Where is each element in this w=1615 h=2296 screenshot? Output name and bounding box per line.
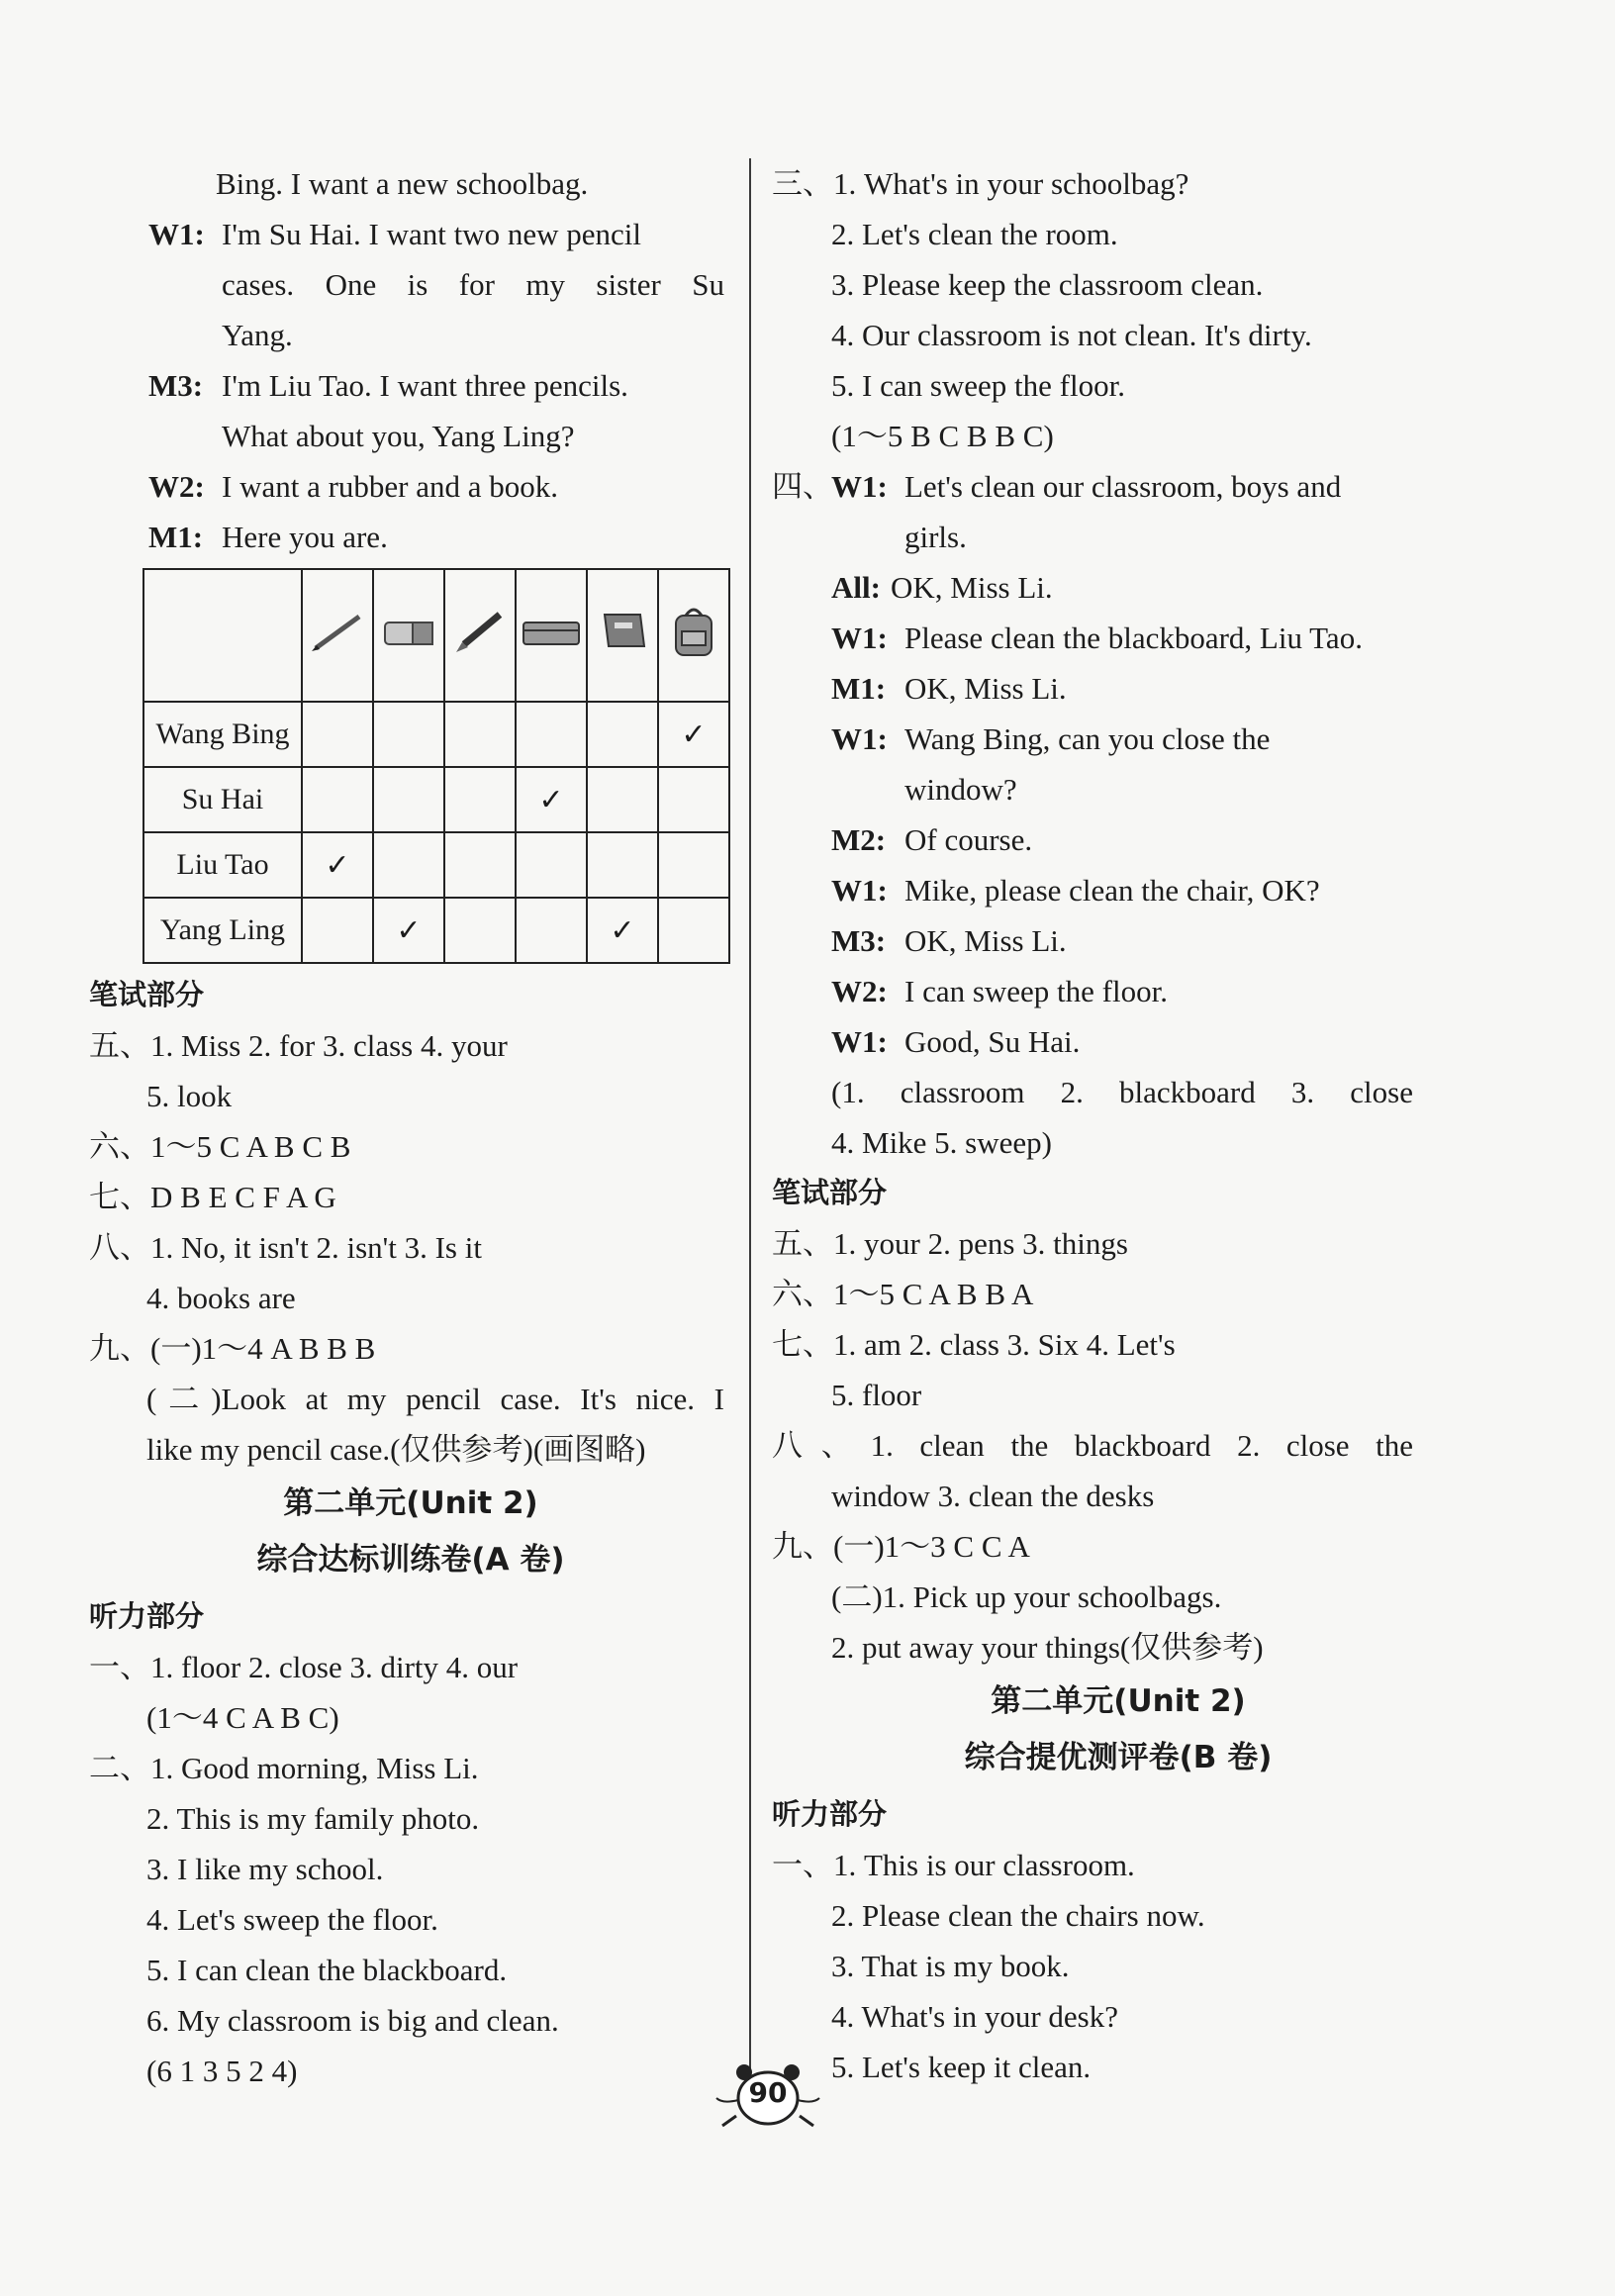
speaker-label: W1: xyxy=(148,217,205,251)
speaker-label: W2: xyxy=(148,469,205,504)
speaker-label: W2: xyxy=(831,974,888,1008)
check-cell xyxy=(444,898,516,963)
check-cell xyxy=(587,702,658,767)
dialogue-line xyxy=(772,966,1465,1016)
check-cell xyxy=(373,702,444,767)
check-cell: ✓ xyxy=(516,767,587,832)
answer-line: 4. Let's sweep the floor. xyxy=(146,1902,438,1937)
answer-line: 3. That is my book. xyxy=(831,1949,1070,1983)
check-cell: ✓ xyxy=(658,702,729,767)
unit-title: 第二单元(Unit 2) xyxy=(283,1485,538,1521)
answer-line: 一、1. floor 2. close 3. dirty 4. our xyxy=(89,1650,519,1684)
dialogue-text: Of course. xyxy=(904,822,1033,857)
check-cell xyxy=(373,832,444,898)
answer-line: 2. This is my family photo. xyxy=(146,1801,480,1836)
dialogue-text: Let's clean our classroom, boys and xyxy=(904,469,1342,504)
check-cell xyxy=(658,898,729,963)
answer-line: (二)Look at my pencil case. It's nice. I xyxy=(146,1382,724,1416)
answer-line: 九、(一)1～3 C C A xyxy=(772,1529,1030,1564)
section-heading: 笔试部分 xyxy=(89,978,205,1011)
dialogue-text: OK, Miss Li. xyxy=(904,923,1067,958)
answer-line: window 3. clean the desks xyxy=(831,1479,1155,1513)
schoolbag-icon xyxy=(658,569,729,702)
answer-line: 六、1～5 C A B B A xyxy=(772,1277,1034,1311)
row-name: Yang Ling xyxy=(143,898,302,963)
dialogue-line xyxy=(89,360,732,411)
row-name: Liu Tao xyxy=(143,832,302,898)
section-heading: 听力部分 xyxy=(772,1797,888,1831)
answer-line: 五、1. Miss 2. for 3. class 4. your xyxy=(89,1028,508,1063)
right-column xyxy=(772,158,1465,2092)
answer-line: 3. Please keep the classroom clean. xyxy=(831,267,1264,302)
unit-title: 第二单元(Unit 2) xyxy=(991,1683,1246,1719)
column-divider xyxy=(749,158,751,2068)
section-heading: 笔试部分 xyxy=(772,1176,888,1209)
answer-line: 4. Mike 5. sweep) xyxy=(831,1125,1052,1160)
answer-line: 5. I can sweep the floor. xyxy=(831,368,1125,403)
pen-icon xyxy=(444,569,516,702)
answer-line: 3. I like my school. xyxy=(146,1852,384,1886)
table-row xyxy=(143,832,729,898)
dialogue-text: I'm Su Hai. I want two new pencil xyxy=(222,217,641,251)
dialogue-text: I'm Liu Tao. I want three pencils. xyxy=(222,368,628,403)
answer-line: 4. Our classroom is not clean. It's dirty. xyxy=(831,318,1312,352)
answer-line: 6. My classroom is big and clean. xyxy=(146,2003,559,2038)
answer-line: (1. classroom 2. blackboard 3. close xyxy=(831,1075,1413,1109)
answer-line: 七、D B E C F A G xyxy=(89,1180,336,1214)
answer-line: 4. books are xyxy=(146,1281,296,1315)
speaker-label: M3: xyxy=(148,368,204,403)
check-cell: ✓ xyxy=(373,898,444,963)
speaker-label: M3: xyxy=(831,923,887,958)
paper-title: 综合提优测评卷(B 卷) xyxy=(964,1740,1273,1775)
dialogue-text: Please clean the blackboard, Liu Tao. xyxy=(904,621,1363,655)
speaker-label: W1: xyxy=(831,721,888,756)
check-cell xyxy=(516,702,587,767)
answer-line: 2. Please clean the chairs now. xyxy=(831,1898,1205,1933)
answer-line: (1～5 B C B B C) xyxy=(831,419,1054,453)
check-cell xyxy=(516,898,587,963)
dialogue-line xyxy=(89,461,732,512)
answer-line: 一、1. This is our classroom. xyxy=(772,1848,1135,1882)
dialogue-text: OK, Miss Li. xyxy=(904,671,1067,706)
dialogue-line xyxy=(772,915,1465,966)
answer-line: 三、1. What's in your schoolbag? xyxy=(772,166,1189,201)
answer-line: 2. put away your things(仅供参考) xyxy=(831,1630,1264,1665)
row-name: Wang Bing xyxy=(143,702,302,767)
check-cell xyxy=(587,832,658,898)
dialogue-line xyxy=(772,562,1465,613)
table-corner-cell xyxy=(143,569,302,702)
speaker-label: W1: xyxy=(831,621,888,655)
section-heading: 听力部分 xyxy=(89,1599,205,1633)
speaker-label: W1: xyxy=(831,873,888,908)
table-header-row xyxy=(143,569,729,702)
check-cell xyxy=(658,767,729,832)
part-label: 四、 xyxy=(772,469,833,504)
answer-line: 九、(一)1～4 A B B B xyxy=(89,1331,376,1366)
check-cell xyxy=(373,767,444,832)
dialogue-text: Wang Bing, can you close the xyxy=(904,721,1271,756)
dialogue-line xyxy=(772,461,1465,512)
check-cell: ✓ xyxy=(302,832,373,898)
dialogue-line xyxy=(772,714,1465,764)
checklist-table xyxy=(142,568,730,964)
check-cell xyxy=(444,767,516,832)
speaker-label: M1: xyxy=(831,671,887,706)
dialogue-line xyxy=(89,512,732,562)
speaker-label: W1: xyxy=(831,1024,888,1059)
dialogue-text: I want a rubber and a book. xyxy=(222,469,559,504)
answer-line: (6 1 3 5 2 4) xyxy=(146,2054,298,2088)
check-cell xyxy=(302,898,373,963)
answer-line: 5. I can clean the blackboard. xyxy=(146,1953,508,1987)
table-row xyxy=(143,702,729,767)
book-icon xyxy=(587,569,658,702)
dialogue-line: Yang. xyxy=(222,318,293,352)
answer-line: (1～4 C A B C) xyxy=(146,1700,339,1735)
dialogue-line xyxy=(772,814,1465,865)
pencil-icon xyxy=(302,569,373,702)
answer-line: 5. Let's keep it clean. xyxy=(831,2050,1092,2084)
answer-line: 八、1. clean the blackboard 2. close the xyxy=(772,1428,1413,1463)
dialogue-text: OK, Miss Li. xyxy=(891,570,1053,605)
paper-title: 综合达标训练卷(A 卷) xyxy=(256,1542,565,1578)
page-number-badge xyxy=(709,2060,827,2130)
speaker-label: W1: xyxy=(831,469,888,504)
row-name: Su Hai xyxy=(143,767,302,832)
answer-line: 六、1～5 C A B C B xyxy=(89,1129,351,1164)
dialogue-line xyxy=(89,209,732,259)
page-number: 90 xyxy=(748,2076,788,2109)
dialogue-text: Mike, please clean the chair, OK? xyxy=(904,873,1320,908)
check-cell xyxy=(302,767,373,832)
dialogue-line xyxy=(772,865,1465,915)
check-cell xyxy=(444,702,516,767)
dialogue-line xyxy=(772,1016,1465,1067)
dialogue-line: cases. One is for my sister Su xyxy=(222,267,724,302)
dialogue-text: Here you are. xyxy=(222,520,388,554)
pencil-case-icon xyxy=(516,569,587,702)
speaker-label: M1: xyxy=(148,520,204,554)
speaker-label: All: xyxy=(831,570,881,605)
speaker-label: M2: xyxy=(831,822,887,857)
answer-line: 2. Let's clean the room. xyxy=(831,217,1118,251)
check-cell xyxy=(302,702,373,767)
dialogue-text: Good, Su Hai. xyxy=(904,1024,1081,1059)
check-cell xyxy=(658,832,729,898)
check-cell: ✓ xyxy=(587,898,658,963)
answer-line: like my pencil case.(仅供参考)(画图略) xyxy=(146,1432,646,1467)
dialogue-line: Bing. I want a new schoolbag. xyxy=(216,166,589,201)
answer-line: (二)1. Pick up your schoolbags. xyxy=(831,1579,1222,1614)
answer-line: 4. What's in your desk? xyxy=(831,1999,1118,2034)
answer-line: 七、1. am 2. class 3. Six 4. Let's xyxy=(772,1327,1176,1362)
left-column xyxy=(89,158,732,2096)
check-cell xyxy=(516,832,587,898)
dialogue-line xyxy=(772,663,1465,714)
answer-line: 5. look xyxy=(146,1079,233,1113)
answer-line: 5. floor xyxy=(831,1378,922,1412)
answer-line: 二、1. Good morning, Miss Li. xyxy=(89,1751,479,1785)
dialogue-line: What about you, Yang Ling? xyxy=(222,419,575,453)
answer-line: 八、1. No, it isn't 2. isn't 3. Is it xyxy=(89,1230,482,1265)
dialogue-line: window? xyxy=(904,772,1017,807)
dialogue-line xyxy=(772,613,1465,663)
rubber-icon xyxy=(373,569,444,702)
check-cell xyxy=(587,767,658,832)
check-cell xyxy=(444,832,516,898)
table-row xyxy=(143,898,729,963)
dialogue-line: girls. xyxy=(904,520,967,554)
table-row xyxy=(143,767,729,832)
dialogue-text: I can sweep the floor. xyxy=(904,974,1168,1008)
answer-line: 五、1. your 2. pens 3. things xyxy=(772,1226,1128,1261)
